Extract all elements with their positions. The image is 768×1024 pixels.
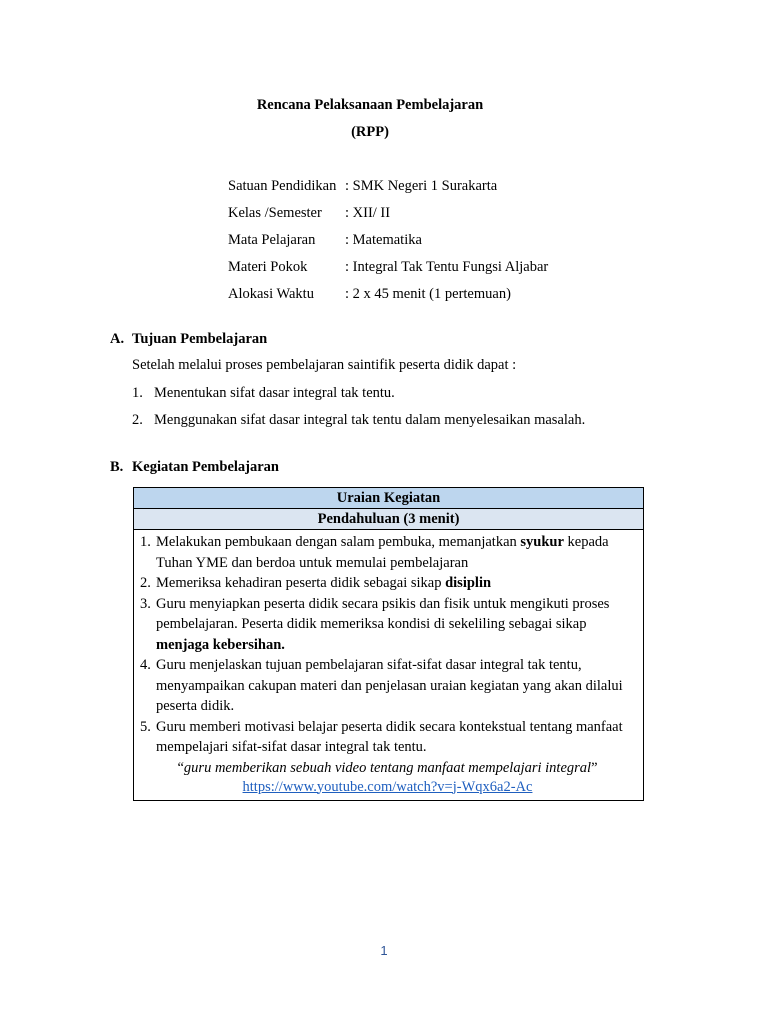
activity-number: 4. [140,657,151,673]
identity-row [228,177,548,204]
activity-item [140,573,635,594]
identity-value: : XII/ II [345,205,391,221]
close-quote: ” [591,759,598,776]
identity-label: Alokasi Waktu [228,286,314,302]
page-number: 1 [380,943,388,958]
list-text: Menggunakan sifat dasar integral tak tentu dalam menyelesaikan masalah. [154,412,586,428]
video-caption [140,758,635,778]
identity-label: Materi Pokok [228,259,308,275]
identity-row [228,204,548,231]
activity-number: 2. [140,575,151,591]
video-caption-text: guru memberikan sebuah video tentang manfaat mempelajari integral [183,759,592,776]
list-item [132,384,585,411]
identity-label: Satuan Pendidikan [228,178,337,194]
identity-value: : Matematika [345,232,422,248]
identity-block [228,177,548,312]
document-subtitle: (RPP) [351,124,389,140]
table-subheader: Pendahuluan (3 menit) [134,509,643,530]
section-letter: A. [110,331,125,347]
identity-row [228,285,548,312]
activity-number: 5. [140,718,151,735]
activity-number: 1. [140,534,151,550]
section-a-heading [110,331,267,348]
section-title: Tujuan Pembelajaran [132,331,268,347]
identity-value: : Integral Tak Tentu Fungsi Aljabar [345,259,549,275]
list-item [132,411,585,438]
activity-text: Guru menjelaskan tujuan pembelajaran sifat-sifat dasar integral tak tentu, menyampaikan cakupan materi dan penjelasan uraian kegiatan yang akan dilalui peserta didik. [156,657,623,714]
activity-text: Guru menyiapkan peserta didik secara psikis dan fisik untuk mengikuti proses pembelajaran. Peserta didik memeriksa kondisi di sekeliling sebagai sikap menjaga kebersihan. [156,595,610,653]
activity-table [133,487,644,801]
section-title: Kegiatan Pembelajaran [132,459,279,475]
activity-text: Melakukan pembukaan dengan salam pembuka, memanjatkan syukur kepada Tuhan YME dan berdoa untuk memulai pembelajaran [156,534,609,571]
list-number: 1. [132,385,143,401]
activity-text: Guru memberi motivasi belajar peserta didik secara kontekstual tentang manfaat mempelajari sifat-sifat dasar integral tak tentu. [156,718,623,755]
identity-label: Kelas /Semester [228,205,322,221]
section-b-heading [110,459,279,476]
list-number: 2. [132,412,143,428]
identity-row [228,258,548,285]
activity-number: 3. [140,595,151,612]
activity-item [140,717,635,758]
list-text: Menentukan sifat dasar integral tak tentu. [154,385,395,401]
identity-value: : 2 x 45 menit (1 pertemuan) [345,286,511,302]
activity-item [140,594,635,656]
section-letter: B. [110,459,124,475]
activity-text: Memeriksa kehadiran peserta didik sebagai sikap disiplin [156,575,492,591]
identity-label: Mata Pelajaran [228,232,316,248]
open-quote: “ [177,759,184,776]
activity-item [140,532,635,573]
objectives-intro: Setelah melalui proses pembelajaran saintifik peserta didik dapat : [132,357,517,373]
table-header: Uraian Kegiatan [134,488,643,509]
activity-item [140,655,635,717]
identity-value: : SMK Negeri 1 Surakarta [345,178,498,194]
video-link[interactable]: https://www.youtube.com/watch?v=j-Wqx6a2-Ac [242,778,533,795]
objectives-list [132,384,585,438]
identity-row [228,231,548,258]
table-body-cell [134,530,643,800]
document-title: Rencana Pelaksanaan Pembelajaran [256,97,484,113]
